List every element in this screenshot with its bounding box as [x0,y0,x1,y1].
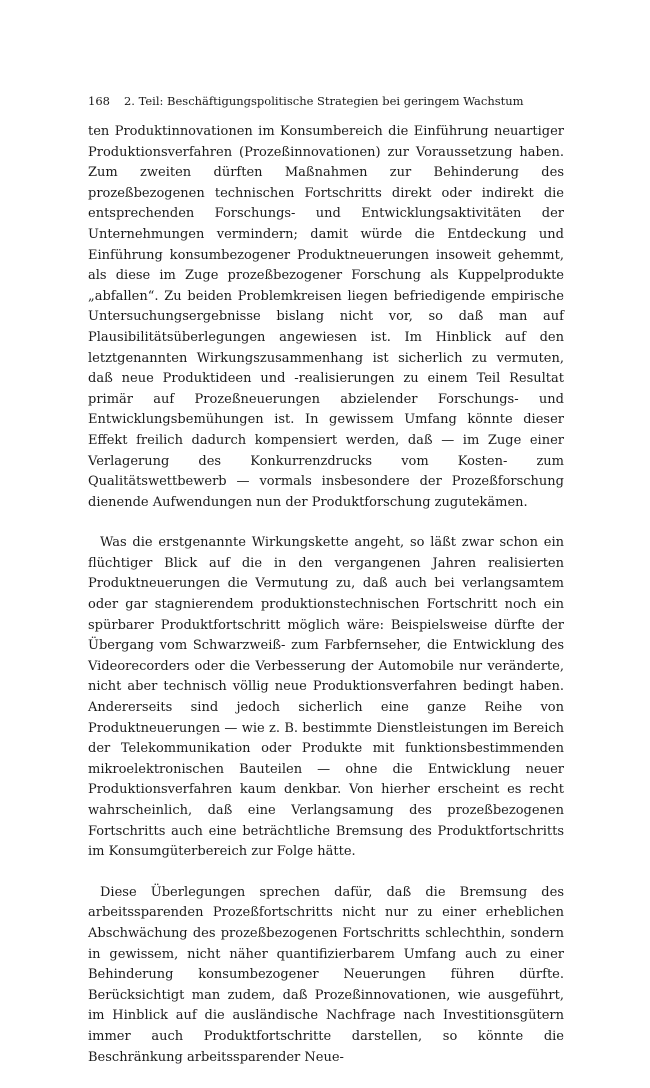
book-page [88,92,564,1088]
page-number: 168 [88,94,110,108]
paragraph-2: Was die erstgenannte Wirkungskette angeht, so läßt zwar schon ein flüchtiger Blick auf die in den vergangenen Jahren realisierten Produktneuerungen die Vermutung zu, daß auch bei verlangsamtem oder gar stagnierendem produktionstechnischen Fortschritt noch ein spürbarer Produktfortschritt möglich wäre: Beispielsweise dürfte der Übergang vom Schwarzweiß- zum Farbfernseher, die Entwicklung des Videorecorders oder die Verbesserung der Automobile nur veränderte, nicht aber technisch völlig neue Produktionsverfahren bedingt haben. Andererseits sind jedoch sicherlich eine ganze Reihe von Produktneuerungen — wie z. B. bestimmte Dienstleistungen im Bereich der Telekommunikation oder Produkte mit funktionsbestimmenden mikroelektronischen Bauteilen — ohne die Entwicklung neuer Produktionsverfahren kaum denkbar. Von hierher erscheint es recht wahrscheinlich, daß eine Verlangsamung des prozeßbezogenen Fortschritts auch eine beträchtliche Bremsung des Produktfortschritts im Konsumgüterbereich zur Folge hätte. [88,535,564,860]
paragraph-3: Diese Überlegungen sprechen dafür, daß die Bremsung des arbeitssparenden Prozeßfortschritts nicht nur zu einer erheblichen Abschwächung des prozeßbezogenen Fortschritts schlechthin, sondern in gewissem, nicht näher quantifizierbarem Umfang auch zu einer Behinderung konsumbezogener Neuerungen führen dürfte. Berücksichtigt man zudem, daß Prozeßinnovationen, wie ausgeführt, im Hinblick auf die ausländische Nachfrage nach Investitionsgütern immer auch Produktfortschritte darstellen, so könnte die Beschränkung arbeitssparender Neue- [88,884,564,1065]
paragraph-1: ten Produktinnovationen im Konsumbereich die Einführung neuartiger Produktionsverfahren (Prozeßinnovationen) zur Voraussetzung haben. Zum zweiten dürften Maßnahmen zur Behinderung des prozeßbezogenen technischen Fortschritts direkt oder indirekt die entsprechenden Forschungs- und Entwicklungsaktivitäten der Unternehmungen vermindern; damit würde die Entdeckung und Einführung konsumbezogener Produktneuerungen insoweit gehemmt, als diese im Zuge prozeßbezogener Forschung als Kuppelprodukte „abfallen“. Zu beiden Problemkreisen liegen befriedigende empirische Untersuchungsergebnisse bislang nicht vor, so daß man auf Plausibilitätsüberlegungen angewiesen ist. Im Hinblick auf den letztgenannten Wirkungszusammenhang ist sicherlich zu vermuten, daß neue Produktideen und -realisierungen zu einem Teil Resultat primär auf Prozeßneuerungen abzielender Forschungs- und Entwicklungsbemühungen ist. In gewissem Umfang könnte dieser Effekt freilich dadurch kompensiert werden, daß — im Zuge einer Verlagerung des Konkurrenzdrucks vom Kosten- zum Qualitätswettbewerb — vormals insbesondere der Prozeßforschung dienende Aufwendungen nun der Produktforschung zugutekämen. [88,124,564,510]
running-title: 2. Teil: Beschäftigungspolitische Strategien bei geringem Wachstum [123,94,524,108]
running-header [88,92,564,110]
body-text [88,122,564,1068]
